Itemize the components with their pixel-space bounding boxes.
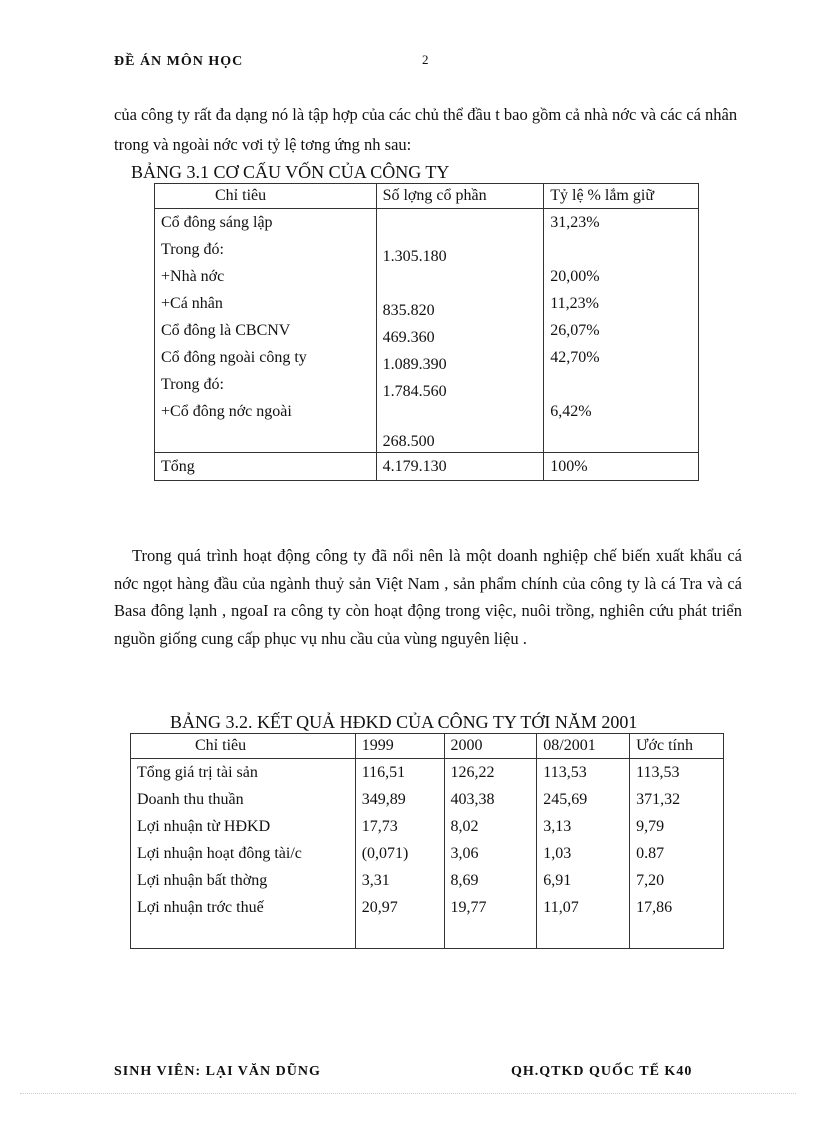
table1-header-shares: Số lợng cổ phần [376,184,544,209]
table2-value: 19,77 [450,899,487,916]
table1-indicator: Cổ đông ngoài công ty [161,349,307,366]
table1-ratio: 20,00% [550,268,600,285]
table2-value: 3,13 [543,818,572,835]
table2-value: 245,69 [543,791,588,808]
table2-value: 8,69 [450,872,479,889]
table2-value: 113,53 [636,764,680,781]
table1-ratio: 11,23% [550,295,599,312]
table2-col-estimate [630,759,724,949]
table1-header-indicator: Chỉ tiêu [155,184,377,209]
table1-total-ratio: 100% [544,453,699,481]
table2-indicator: Lợi nhuận bất thờng [137,872,268,889]
body-paragraph: Trong quá trình hoạt động công ty đã nổi nên là một doanh nghiệp chế biến xuất khẩu cá nớc ngọt hàng đầu của ngành thuỷ sản Việt Nam , sản phẩm chính của công ty là cá Tra và cá Basa đông lạnh , ngoaI ra công ty còn hoạt động trong việc, nuôi trồng, nghiên cứu phát triển nguồn giống cung cấp phục vụ nhu cầu của vùng nguyên liệu . [114,546,742,648]
table2-caption: BẢNG 3.2. KẾT QUẢ HĐKD CỦA CÔNG TY TỚI NĂM 2001 [170,712,638,732]
table1-indicator: Trong đó: [161,376,224,393]
business-results-table [130,733,724,949]
table2-value: (0,071) [361,845,409,862]
table1-shares-cell [376,209,544,453]
table2-indicator: Lợi nhuận từ HĐKD [137,818,271,835]
table1-shares [383,216,538,243]
table2-value: 3,31 [361,872,390,889]
table1-ratio: 31,23% [550,214,600,231]
table2-indicator: Lợi nhuận hoạt đông tài/c [137,845,302,862]
table1-shares: 268.500 [382,433,435,450]
table1-indicator: +Cá nhân [161,295,223,312]
table2-body-row [131,759,724,949]
table1-ratio: 42,70% [550,349,600,366]
table2-value: 17,86 [636,899,673,916]
table2-header: Ước tính [630,734,724,759]
table1-indicator: +Nhà nớc [161,268,225,285]
table1-total-row [155,453,699,481]
table1-shares: 1.784.560 [382,383,447,400]
table1-total-label: Tổng [155,453,377,481]
intro-paragraph: của công ty rất đa dạng nó là tập hợp của các chủ thể đầu t bao gồm cả nhà nớc và các cá nhân trong và ngoài nớc vơi tỷ lệ tơng ứng nh sau: [114,105,738,154]
table1-shares: 1.305.180 [382,248,447,265]
table2-value: 371,32 [636,791,681,808]
table2-value: 11,07 [543,899,579,916]
table2-value: 0.87 [636,845,665,862]
header-title: ĐỀ ÁN MÔN HỌC [114,54,244,69]
table1-indicator: +Cổ đông nớc ngoài [161,403,292,420]
table2-col-2000 [444,759,537,949]
table1-header-ratio: Tỷ lệ % lắm giữ [544,184,699,209]
table1-ratio: 6,42% [550,403,592,420]
table2-header-row [131,734,724,759]
table1-total-shares: 4.179.130 [376,453,544,481]
table2-header: 1999 [355,734,444,759]
table2-value: 1,03 [543,845,572,862]
table2-value: 116,51 [361,764,406,781]
table2-value: 7,20 [636,872,665,889]
table2-header: Chỉ tiêu [131,734,356,759]
table2-col-082001 [537,759,630,949]
table2-value: 17,73 [361,818,398,835]
table2-indicator: Tổng giá trị tài sản [137,764,258,781]
capital-structure-table [154,183,699,481]
table2-header: 08/2001 [537,734,630,759]
table1-ratio [550,236,692,263]
table2-value: 113,53 [543,764,587,781]
table1-body-row [155,209,699,453]
table1-caption: BẢNG 3.1 CƠ CẤU VỐN CỦA CÔNG TY [131,162,450,182]
table2-value: 126,22 [450,764,495,781]
table1-ratio [550,371,692,398]
table1-shares: 1.089.390 [382,356,447,373]
table2-value: 3,06 [450,845,479,862]
table1-header-row [155,184,699,209]
table2-value: 403,38 [450,791,495,808]
table1-ratio-cell [544,209,699,453]
table2-value: 349,89 [361,791,406,808]
footer-class: QH.QTKD QUỐC TẾ K40 [511,1064,693,1079]
footer-student: SINH VIÊN: LẠI VĂN DŨNG [114,1064,321,1079]
table2-value: 8,02 [450,818,479,835]
table1-shares [383,270,538,297]
table2-indicator-cell [131,759,356,949]
table1-shares [383,405,538,432]
table1-indicator-cell [155,209,377,453]
page-edge-divider [20,1093,796,1094]
table2-value: 6,91 [543,872,572,889]
table1-shares: 835.820 [382,302,435,319]
table2-value: 20,97 [361,899,398,916]
table2-indicator: Lợi nhuận trớc thuế [137,899,264,916]
table2-indicator: Doanh thu thuần [137,791,244,808]
table2-col-1999 [355,759,444,949]
table1-ratio: 26,07% [550,322,600,339]
table2-header: 2000 [444,734,537,759]
table2-value: 9,79 [636,818,665,835]
table1-indicator: Cổ đông là CBCNV [161,322,291,339]
table1-indicator: Cổ đông sáng lập [161,214,273,231]
table1-shares: 469.360 [382,329,435,346]
table1-indicator: Trong đó: [161,241,224,258]
page-number: 2 [422,52,429,67]
